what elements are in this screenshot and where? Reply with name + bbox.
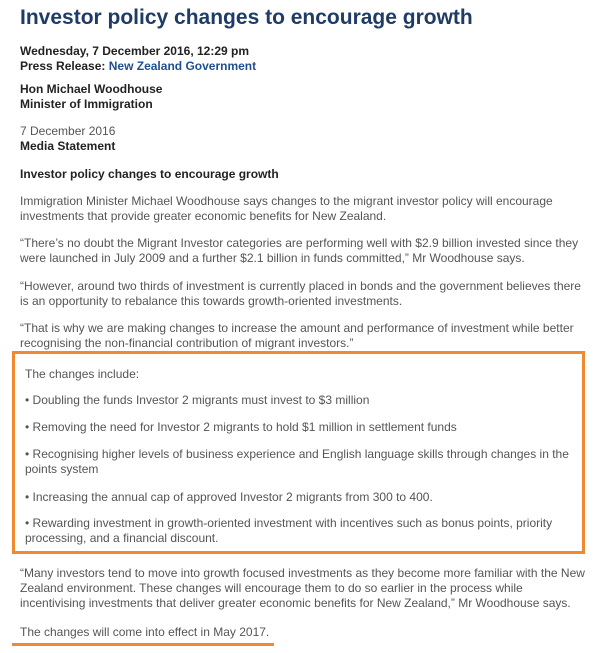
- statement-type: Media Statement: [20, 139, 116, 153]
- article-subheading: Investor policy changes to encourage growth: [20, 167, 279, 181]
- statement-block: [20, 124, 115, 154]
- press-release-source-link[interactable]: New Zealand Government: [108, 59, 257, 73]
- change-item: • Rewarding investment in growth-oriented investment with incentives such as bonus points, priority processing, and a financial discount.: [25, 516, 553, 545]
- change-item: • Removing the need for Investor 2 migrants to hold $1 million in settlement funds: [25, 420, 457, 434]
- changes-intro: The changes include:: [25, 367, 140, 381]
- changes-highlight-box: [12, 351, 585, 554]
- paragraph-2: “There’s no doubt the Migrant Investor categories are performing well with $2.9 billion invested since they were launched in July 2009 and a further $2.1 billion in funds committed,” Mr Woodhouse says.: [20, 236, 579, 265]
- press-release-line: [20, 59, 256, 74]
- press-release-label: Press Release:: [20, 59, 106, 73]
- closing-paragraph: “Many investors tend to move into growth focused investments as they become more familiar with the New Zealand environment. These changes will encourage them to do so earlier in the process while incentivising investments that deliver greater economic benefits for New Zealand,” Mr Woodhouse says.: [20, 566, 585, 610]
- change-item: • Doubling the funds Investor 2 migrants must invest to $3 million: [25, 393, 370, 407]
- article-title: Investor policy changes to encourage growth: [20, 6, 473, 29]
- author-role: Minister of Immigration: [20, 97, 153, 111]
- effective-date-line: The changes will come into effect in May 2017.: [20, 625, 270, 639]
- statement-date: 7 December 2016: [20, 124, 116, 138]
- author-name: Hon Michael Woodhouse: [20, 82, 163, 96]
- effective-date-underline: [12, 643, 274, 646]
- change-item: • Increasing the annual cap of approved Investor 2 migrants from 300 to 400.: [25, 490, 433, 504]
- change-item: • Recognising higher levels of business experience and English language skills through changes in the points system: [25, 447, 569, 476]
- date-line: Wednesday, 7 December 2016, 12:29 pm: [20, 44, 250, 58]
- paragraph-4: “That is why we are making changes to increase the amount and performance of investment while better recognising the non-financial contribution of migrant investors.”: [20, 321, 574, 350]
- article-meta: [20, 44, 256, 74]
- paragraph-1: Immigration Minister Michael Woodhouse says changes to the migrant investor policy will encourage investments that provide greater economic benefits for New Zealand.: [20, 194, 553, 223]
- paragraph-3: “However, around two thirds of investment is currently placed in bonds and the government believes there is an opportunity to rebalance this towards growth-oriented investments.: [20, 279, 581, 308]
- author-block: [20, 82, 162, 112]
